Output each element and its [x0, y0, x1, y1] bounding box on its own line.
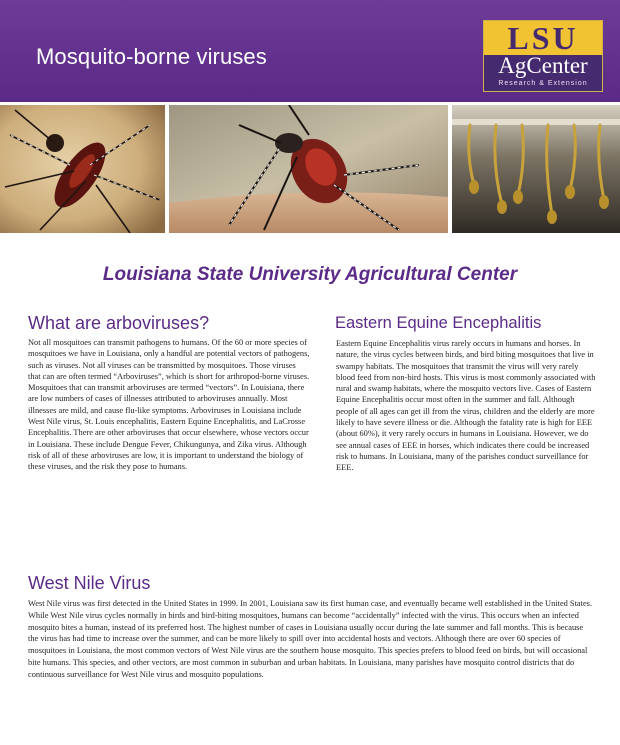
section-heading-eee: Eastern Equine Encephalitis [335, 314, 542, 332]
mosquito-photo-1 [0, 105, 165, 233]
paragraph-west-nile: West Nile virus was first detected in the United States in 1999. In 2001, Louisiana saw its first human case, and eventually became well established in the United States. While West Nile virus cycles normally in birds and bird-biting mosquitoes, humans can become “accidentally” infected with the virus. This occurs when an infected mosquito bites a human, instead of its preferred host. The highest number of cases in Louisiana usually occur during the late summer and fall months. This is because the virus has had time to increase over the summer, and can be more likely to spill over into accidental hosts and vectors. Although there are over 60 species of mosquitoes in Louisiana, the most common vectors of West Nile virus are the southern house mosquito. This species prefers to blood feed on birds, but will occasional bite humans. This species, and other vectors, are most common in suburban and urban habitats. In Louisiana, many parishes have mosquito control districts that do continuous surveillance for West Nile virus and mosquito populations. [28, 599, 593, 679]
lsu-agcenter-logo [483, 20, 603, 92]
logo-lsu-text: LSU [484, 21, 602, 55]
logo-subtitle: Research & Extension [498, 80, 588, 87]
section-body-eee [336, 338, 598, 474]
organization-title: Louisiana State University Agricultural Center [102, 264, 518, 285]
header-banner [0, 0, 620, 102]
paragraph-arboviruses: Not all mosquitoes can transmit pathogens to humans. Of the 60 or more species of mosquitoes we have in Louisiana, only a handful are potential vectors of pathogens, such as viruses. Not all viruses can be transmitted by mosquitoes. Those viruses that can are often termed “Arboviruses”, which is short for arthropod-borne viruses. Mosquitoes that can transmit arboviruses are termed “vectors”. In Louisiana, there are low numbers of cases of illnesses attributed to arboviruses annually. Most illnesses are mild, and cause flu-like symptoms. Arboviruses in Louisiana include West Nile virus, St. Louis encephalitis, Eastern Equine Encephalitis, and LaCrosse Encephalitis. There are other arboviruses that occur elsewhere, whose vectors occur in Louisiana. These include Dengue Fever, Chikungunya, and Zika virus. Although risk of all of these arboviruses are low, it is important to understand the biology of these viruses, and the risk they pose to humans. [28, 338, 310, 472]
mosquito-photo-2 [169, 105, 448, 233]
section-heading-arboviruses: What are arboviruses? [28, 313, 210, 333]
paragraph-eee: Eastern Equine Encephalitis virus rarely occurs in humans and horses. In nature, the virus cycles between birds, and bird biting mosquitoes that live in swampy habitats. The mosquitoes that transmit the virus will very rarely blood feed from non-bird hosts. This virus is most commonly associated with rural and swamp habitats, where the mosquito vectors live. Cases of Eastern Equine Encephalitis occur most often in the summer and fall. Although people of all ages can get ill from the virus, children and the elderly are more likely to have severe illness or die. Although the fatality rate is high for EEE (about 60%), it very rarely occurs in humans in Louisiana. However, we do see annual cases of EEE in horses, which indicates there could be increased risk to humans. In Louisiana, many of the parishes conduct surveillance for EEE. [336, 339, 596, 473]
logo-agcenter-text: AgCenter [498, 53, 588, 78]
larvae-photo [452, 105, 620, 233]
section-heading-west-nile: West Nile Virus [28, 573, 151, 593]
page-title: Mosquito-borne viruses [36, 44, 267, 69]
section-body-west-nile [28, 598, 594, 681]
section-body-arboviruses [28, 337, 310, 473]
